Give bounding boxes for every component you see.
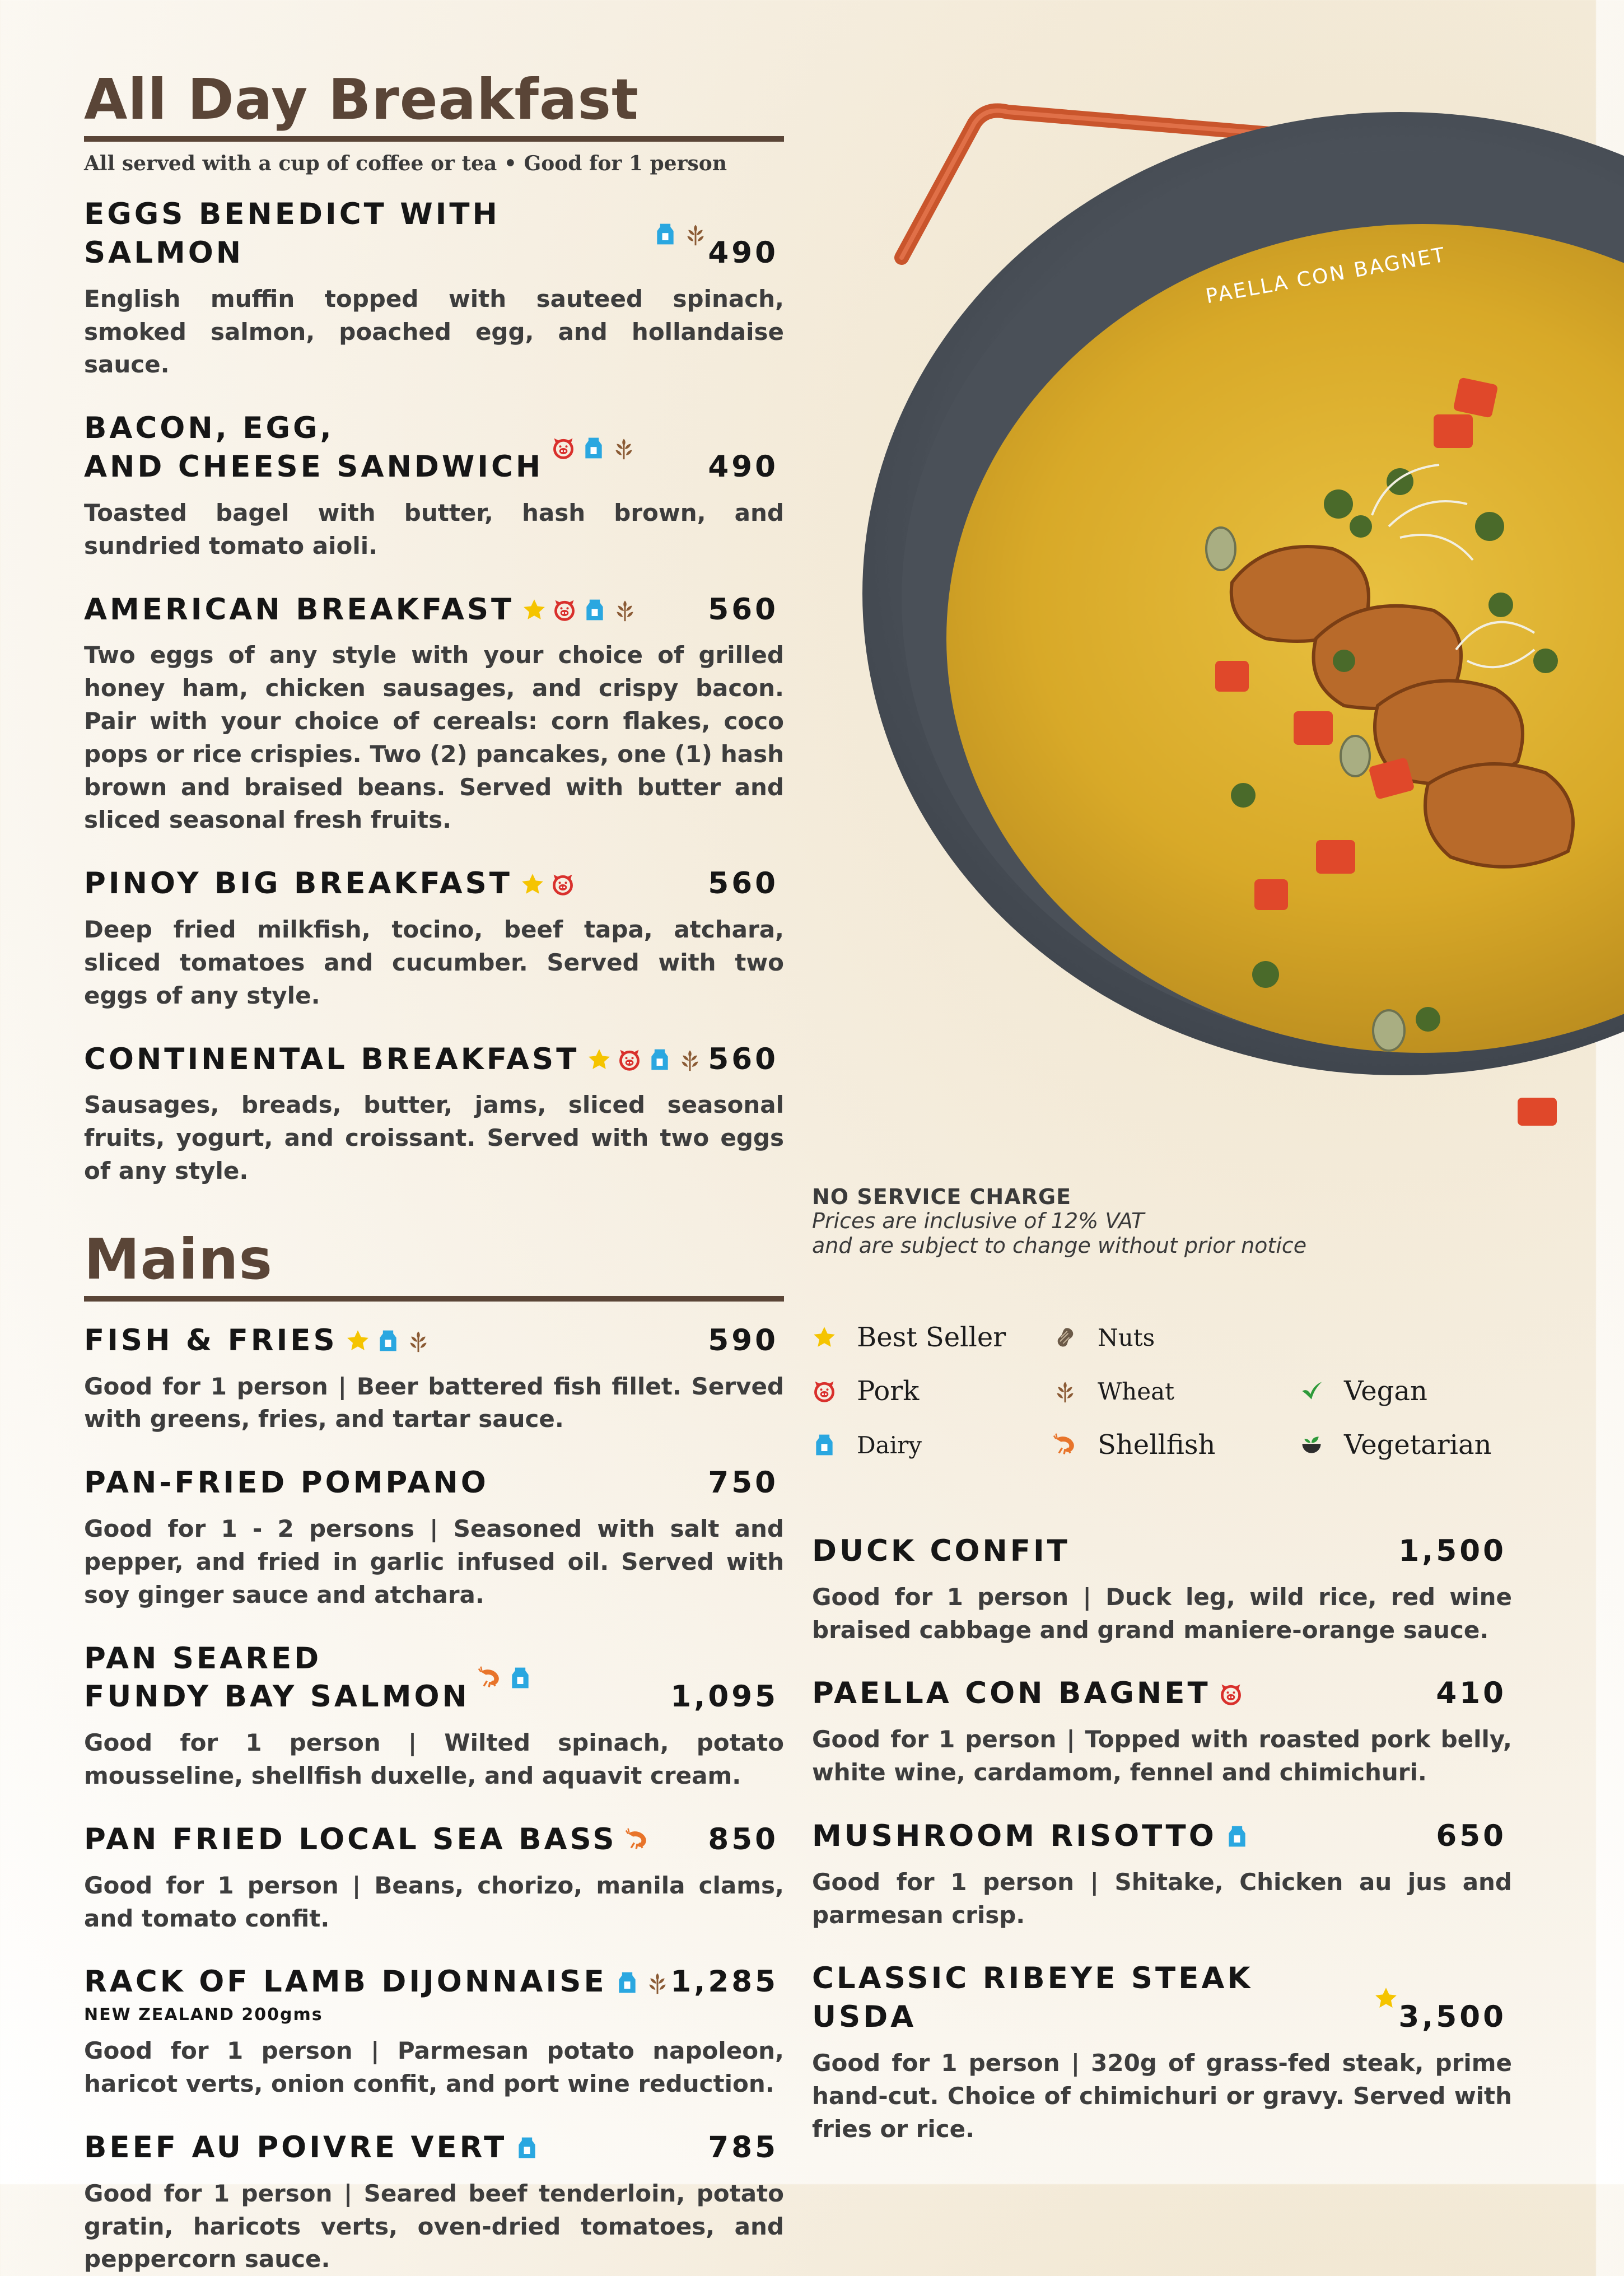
menu-item (84, 1640, 784, 1793)
menu-item-description: English muffin topped with sauteed spinach, smoked salmon, poached egg, and hollandaise sauce. (84, 284, 784, 379)
menu-item-header (84, 865, 784, 903)
menu-item-name-wrap (84, 591, 637, 629)
menu-item (812, 1960, 1512, 2146)
breakfast-subtitle: All served with a cup of coffee or tea • Good for 1 person (84, 152, 727, 175)
wheat-icon (612, 436, 636, 460)
menu-item-name: EGGS BENEDICT WITH SALMON (84, 197, 500, 270)
menu-item-price: 490 (708, 450, 778, 484)
legend-pork (812, 1375, 1053, 1407)
menu-item-header (84, 591, 784, 629)
legend-label: Pork (857, 1375, 920, 1407)
menu-item (84, 409, 784, 562)
menu-item-name-wrap (84, 865, 575, 903)
menu-item-description: Good for 1 person | Topped with roasted pork belly, white wine, cardamom, fennel and chimichuri. (812, 1725, 1512, 1787)
menu-item-price: 560 (708, 592, 778, 627)
notice-line-2: Prices are inclusive of 12% VAT (812, 1209, 1145, 1233)
menu-item-name-wrap (84, 1640, 533, 1717)
menu-item-name-wrap (84, 409, 636, 487)
menu-item-price: 850 (708, 1822, 778, 1857)
best-seller-icon (1374, 1986, 1398, 2011)
paella-photo (840, 101, 1624, 1165)
vegetarian-icon (1299, 1433, 1324, 1457)
menu-item-description: Toasted bagel with butter, hash brown, and sundried tomato aioli. (84, 498, 784, 559)
menu-item-icons (520, 872, 575, 897)
wheat-icon (406, 1328, 431, 1353)
menu-item-name: DUCK CONFIT (812, 1534, 1070, 1568)
menu-item-price: 650 (1436, 1818, 1506, 1853)
dairy-icon (812, 1433, 837, 1457)
menu-item-description: Good for 1 person | Parmesan potato napoleon, haricot verts, onion confit, and port wine reduction. (84, 2037, 784, 2098)
menu-item-header (812, 1960, 1512, 2037)
legend-dairy (812, 1431, 1053, 1459)
wheat-icon (1053, 1379, 1077, 1403)
menu-item (84, 1041, 784, 1188)
menu-item-name-wrap (812, 1817, 1249, 1856)
dairy-icon (615, 1970, 640, 1995)
service-charge-notice (812, 1184, 1484, 1258)
mains-left-list (84, 1322, 784, 2276)
menu-item-icons (522, 598, 637, 622)
notice-line-1: NO SERVICE CHARGE (812, 1184, 1072, 1209)
menu-item-description: Good for 1 person | Shitake, Chicken au jus and parmesan crisp. (812, 1868, 1512, 1929)
menu-item-header (84, 1963, 784, 2002)
menu-item-header (812, 1817, 1512, 1856)
left-column (84, 67, 784, 2276)
icon-legend (812, 1310, 1540, 1472)
menu-item-header (84, 1821, 784, 1859)
menu-item-header (812, 1532, 1512, 1571)
legend-vegan (1299, 1375, 1523, 1407)
dairy-icon (515, 2135, 539, 2160)
menu-item (84, 1322, 784, 1436)
menu-item-name-wrap (84, 1041, 702, 1079)
menu-item-price: 410 (1436, 1676, 1506, 1711)
pork-icon (1219, 1682, 1243, 1706)
menu-item-description: Good for 1 person | Beans, chorizo, manila clams, and tomato confit. (84, 1871, 784, 1932)
menu-item-description: Sausages, breads, butter, jams, sliced seasonal fruits, yogurt, and croissant. Served with two eggs of any style. (84, 1091, 784, 1184)
vegan-icon (1299, 1379, 1324, 1403)
menu-item-price: 560 (708, 866, 778, 901)
nuts-icon (1053, 1325, 1077, 1350)
menu-item-description: Two eggs of any style with your choice of grilled honey ham, chicken sausages, and crispy bacon. Pair with your choice of cereals: corn flakes, coco pops or rice crispies. Two (2) pancakes, one (1) hash brown and braised beans. Served with butter and sliced seasonal fresh fruits. (84, 641, 784, 834)
menu-item-price: 3,500 (1398, 2000, 1506, 2035)
menu-item-name-wrap (84, 2129, 539, 2167)
menu-item-header (84, 195, 784, 273)
menu-item (84, 1821, 784, 1935)
menu-item-icons (1225, 1824, 1249, 1849)
menu-item-header (84, 1322, 784, 1360)
legend-best-seller (812, 1322, 1053, 1353)
menu-item (84, 2129, 784, 2276)
menu-item-icons (1219, 1682, 1243, 1706)
legend-wheat (1053, 1378, 1299, 1405)
menu-item-price: 1,095 (670, 1680, 778, 1714)
legend-label: Dairy (857, 1431, 922, 1459)
menu-item-name-wrap (84, 1322, 431, 1360)
menu-item-name-wrap (84, 1464, 489, 1503)
menu-item-price: 785 (708, 2130, 778, 2165)
legend-label: Vegetarian (1344, 1429, 1492, 1461)
pork-icon (551, 436, 576, 460)
best-seller-icon (522, 598, 547, 622)
menu-item-name-wrap (84, 1821, 650, 1859)
menu-item-description: Good for 1 - 2 persons | Seasoned with salt and pepper, and fried in garlic infused oil. Served with soy ginger sauce and atchara. (84, 1515, 784, 1608)
menu-item-name: PAELLA CON BAGNET (812, 1676, 1211, 1711)
menu-item-header (812, 1675, 1512, 1713)
breakfast-list (84, 195, 784, 1188)
menu-item-name: AMERICAN BREAKFAST (84, 592, 515, 627)
menu-item-header (84, 1464, 784, 1503)
menu-item-price: 1,500 (1398, 1534, 1506, 1568)
menu-item-name-wrap (84, 195, 708, 273)
mains-title-rule (84, 1296, 784, 1302)
menu-item-description: Good for 1 person | Wilted spinach, potato mousseline, shellfish duxelle, and aquavit cream. (84, 1729, 784, 1790)
menu-item-icons (625, 1827, 650, 1852)
menu-item (84, 591, 784, 837)
shellfish-icon (625, 1827, 650, 1852)
dairy-icon (1225, 1824, 1249, 1849)
shellfish-icon (478, 1666, 502, 1690)
mains-right-list (812, 1532, 1512, 2146)
menu-item-icons (478, 1666, 533, 1690)
menu-item-description: Good for 1 person | 320g of grass-fed steak, prime hand-cut. Choice of chimichuri or gravy. Served with fries or rice. (812, 2049, 1512, 2143)
menu-item-price: 560 (708, 1042, 778, 1076)
menu-item-icons (615, 1970, 670, 1995)
menu-item-header (84, 1041, 784, 1079)
menu-item-description: Good for 1 person | Beer battered fish fillet. Served with greens, fries, and tartar sauce. (84, 1372, 784, 1433)
legend-shellfish (1053, 1429, 1299, 1461)
dairy-icon (376, 1328, 400, 1353)
menu-item-price: 590 (708, 1323, 778, 1358)
legend-nuts (1053, 1324, 1299, 1351)
menu-item (84, 195, 784, 381)
menu-item-name: CONTINENTAL BREAKFAST (84, 1042, 580, 1076)
legend-label: Shellfish (1098, 1429, 1216, 1461)
legend-label: Vegan (1344, 1375, 1427, 1407)
menu-item (84, 865, 784, 1012)
menu-item (812, 1675, 1512, 1789)
menu-item-header (84, 2129, 784, 2167)
best-seller-icon (346, 1328, 370, 1353)
best-seller-icon (812, 1325, 837, 1350)
menu-item-name-wrap (812, 1675, 1243, 1713)
best-seller-icon (520, 872, 545, 897)
wheat-icon (683, 222, 708, 246)
menu-item-name-wrap (812, 1532, 1070, 1571)
pork-icon (550, 872, 575, 897)
dairy-icon (653, 222, 678, 246)
breakfast-title: All Day Breakfast (84, 67, 639, 132)
shellfish-icon (1053, 1433, 1077, 1457)
wheat-icon (613, 598, 637, 622)
pork-icon (812, 1379, 837, 1403)
menu-item-name: MUSHROOM RISOTTO (812, 1818, 1217, 1853)
menu-item-name-wrap (84, 1963, 670, 2002)
wheat-icon (678, 1047, 702, 1072)
menu-item-icons (653, 222, 708, 246)
right-column (812, 1512, 1512, 2146)
menu-item-name: FISH & FRIES (84, 1323, 338, 1358)
legend-vegetarian (1299, 1429, 1523, 1461)
menu-item (812, 1532, 1512, 1647)
menu-item-name: BACON, EGG, AND CHEESE SANDWICH (84, 411, 544, 484)
menu-item-description: Deep fried milkfish, tocino, beef tapa, atchara, sliced tomatoes and cucumber. Served with two eggs of any style. (84, 916, 784, 1009)
menu-item-description: Good for 1 person | Duck leg, wild rice, red wine braised cabbage and grand maniere-orange sauce. (812, 1583, 1512, 1644)
menu-item-icons (1374, 1986, 1398, 2011)
photo-label: PAELLA CON BAGNET (1204, 243, 1448, 309)
menu-item (84, 1464, 784, 1611)
menu-item (812, 1817, 1512, 1932)
breakfast-title-rule (84, 136, 784, 142)
notice-line-3: and are subject to change without prior notice (812, 1233, 1307, 1258)
menu-item-price: 490 (708, 235, 778, 270)
menu-item-name: RACK OF LAMB DIJONNAISE (84, 1965, 607, 1999)
dairy-icon (581, 436, 606, 460)
menu-item-price: 750 (708, 1466, 778, 1500)
legend-label: Nuts (1098, 1323, 1155, 1351)
legend-label: Best Seller (857, 1322, 1006, 1353)
best-seller-icon (587, 1047, 612, 1072)
menu-item-icons (346, 1328, 431, 1353)
menu-item-price: 1,285 (670, 1965, 778, 1999)
wheat-icon (645, 1970, 670, 1995)
menu-item-name: BEEF AU POIVRE VERT (84, 2130, 507, 2165)
menu-item-icons (515, 2135, 539, 2160)
dairy-icon (582, 598, 607, 622)
menu-item-header (84, 1640, 784, 1717)
pork-icon (617, 1047, 642, 1072)
menu-item-name-wrap (812, 1960, 1398, 2037)
menu-item-subtitle: NEW ZEALAND 200gms (84, 2005, 323, 2025)
pork-icon (552, 598, 577, 622)
menu-item-icons (551, 436, 636, 460)
menu-item-icons (587, 1047, 702, 1072)
menu-item-header (84, 409, 784, 487)
dairy-icon (508, 1666, 533, 1690)
menu-item (84, 1963, 784, 2100)
menu-item-name: PAN FRIED LOCAL SEA BASS (84, 1822, 617, 1857)
menu-item-name: CLASSIC RIBEYE STEAK USDA (812, 1961, 1253, 2035)
menu-item-description: Good for 1 person | Seared beef tenderloin, potato gratin, haricots verts, oven-dried tomatoes, and peppercorn sauce. (84, 2179, 784, 2273)
legend-label: Wheat (1098, 1377, 1174, 1405)
dairy-icon (647, 1047, 672, 1072)
menu-item-name: PAN SEARED FUNDY BAY SALMON (84, 1641, 470, 1714)
menu-item-name: PAN-FRIED POMPANO (84, 1466, 489, 1500)
menu-item-name: PINOY BIG BREAKFAST (84, 866, 512, 901)
mains-title: Mains (84, 1226, 273, 1292)
